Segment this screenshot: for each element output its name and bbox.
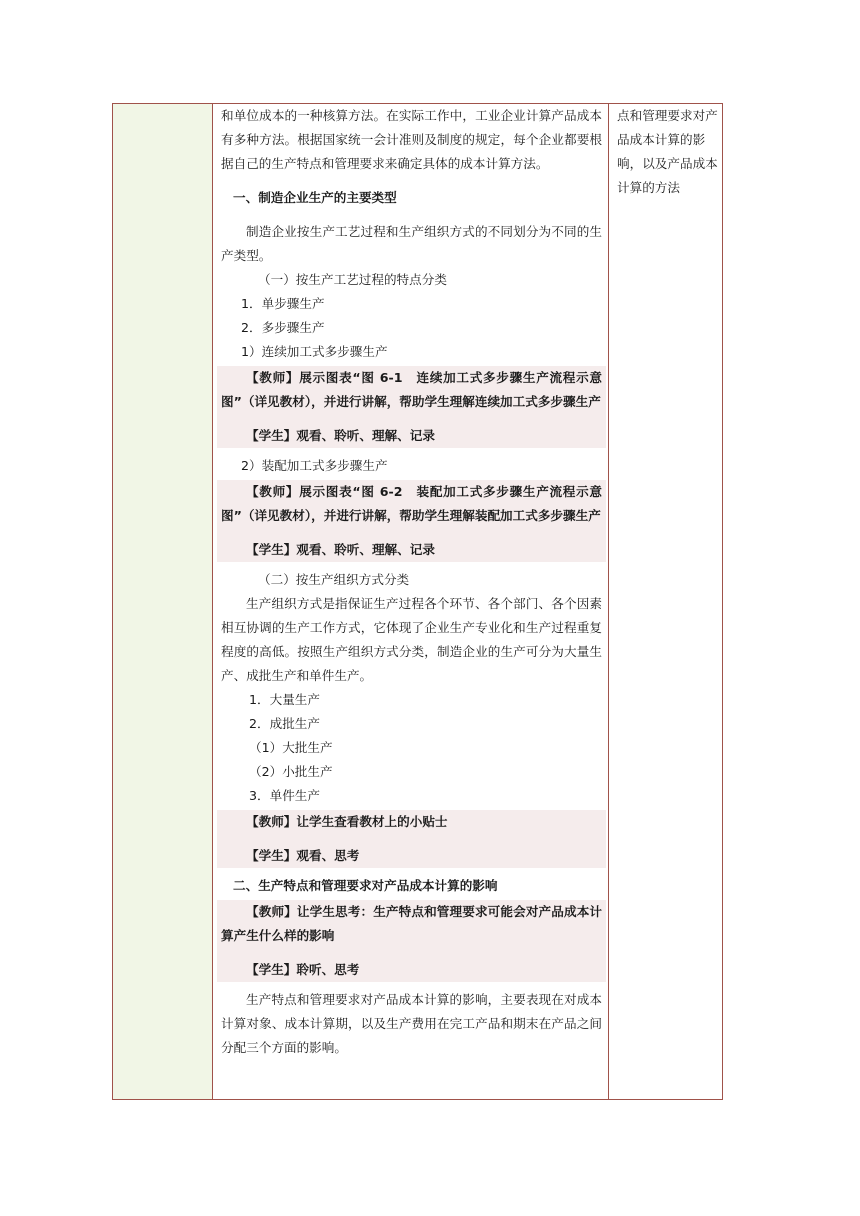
student-activity: 【学生】观看、思考 [246,848,360,863]
section-heading-1: 一、制造企业生产的主要类型 [233,190,397,205]
lesson-table [112,103,723,1100]
student-activity: 【学生】聆听、思考 [246,962,360,977]
list-item: 3．单件生产 [249,788,320,803]
list-item: 2）装配加工式多步骤生产 [241,458,388,473]
list-item: 1．单步骤生产 [241,296,325,311]
right-column [609,104,722,1099]
teacher-activity: 【教师】让学生思考：生产特点和管理要求可能会对产品成本计算产生什么样的影响 [221,904,602,943]
student-activity: 【学生】观看、聆听、理解、记录 [246,428,435,443]
student-activity: 【学生】观看、聆听、理解、记录 [246,542,435,557]
objective-text: 点和管理要求对产品成本计算的影响，以及产品成本计算的方法 [617,108,718,195]
list-item: （1）大批生产 [249,740,333,755]
teacher-activity: 【教师】展示图表“图 6-2 装配加工式多步骤生产流程示意图”（详见教材），并进行讲解，帮助学生理解装配加工式多步骤生产 [221,484,602,523]
subheading-2: （二）按生产组织方式分类 [258,572,410,587]
intro-paragraph: 和单位成本的一种核算方法。在实际工作中，工业企业计算产品成本有多种方法。根据国家统一会计准则及制度的规定，每个企业都要根据自己的生产特点和管理要求来确定具体的成本计算方法。 [221,108,602,171]
list-item: （2）小批生产 [249,764,333,779]
main-content-column [213,104,609,1099]
teacher-activity: 【教师】展示图表“图 6-1 连续加工式多步骤生产流程示意图”（详见教材），并进行讲解，帮助学生理解连续加工式多步骤生产 [221,370,602,409]
subheading-1: （一）按生产工艺过程的特点分类 [258,272,447,287]
paragraph-2: 生产组织方式是指保证生产过程各个环节、各个部门、各个因素相互协调的生产工作方式，它体现了企业生产专业化和生产过程重复程度的高低。按照生产组织方式分类，制造企业的生产可分为大量生产、成批生产和单件生产。 [221,596,602,683]
activity-box [217,366,606,448]
activity-box [217,810,606,868]
left-column [113,104,213,1099]
section-heading-2: 二、生产特点和管理要求对产品成本计算的影响 [233,878,498,893]
paragraph-3: 生产特点和管理要求对产品成本计算的影响，主要表现在对成本计算对象、成本计算期，以及生产费用在完工产品和期末在产品之间分配三个方面的影响。 [221,992,602,1055]
activity-box [217,900,606,982]
list-item: 1）连续加工式多步骤生产 [241,344,388,359]
paragraph-1: 制造企业按生产工艺过程和生产组织方式的不同划分为不同的生产类型。 [221,224,602,263]
teacher-activity: 【教师】让学生查看教材上的小贴士 [246,814,448,829]
list-item: 2．成批生产 [249,716,320,731]
list-item: 1．大量生产 [249,692,320,707]
list-item: 2．多步骤生产 [241,320,325,335]
activity-box [217,480,606,562]
